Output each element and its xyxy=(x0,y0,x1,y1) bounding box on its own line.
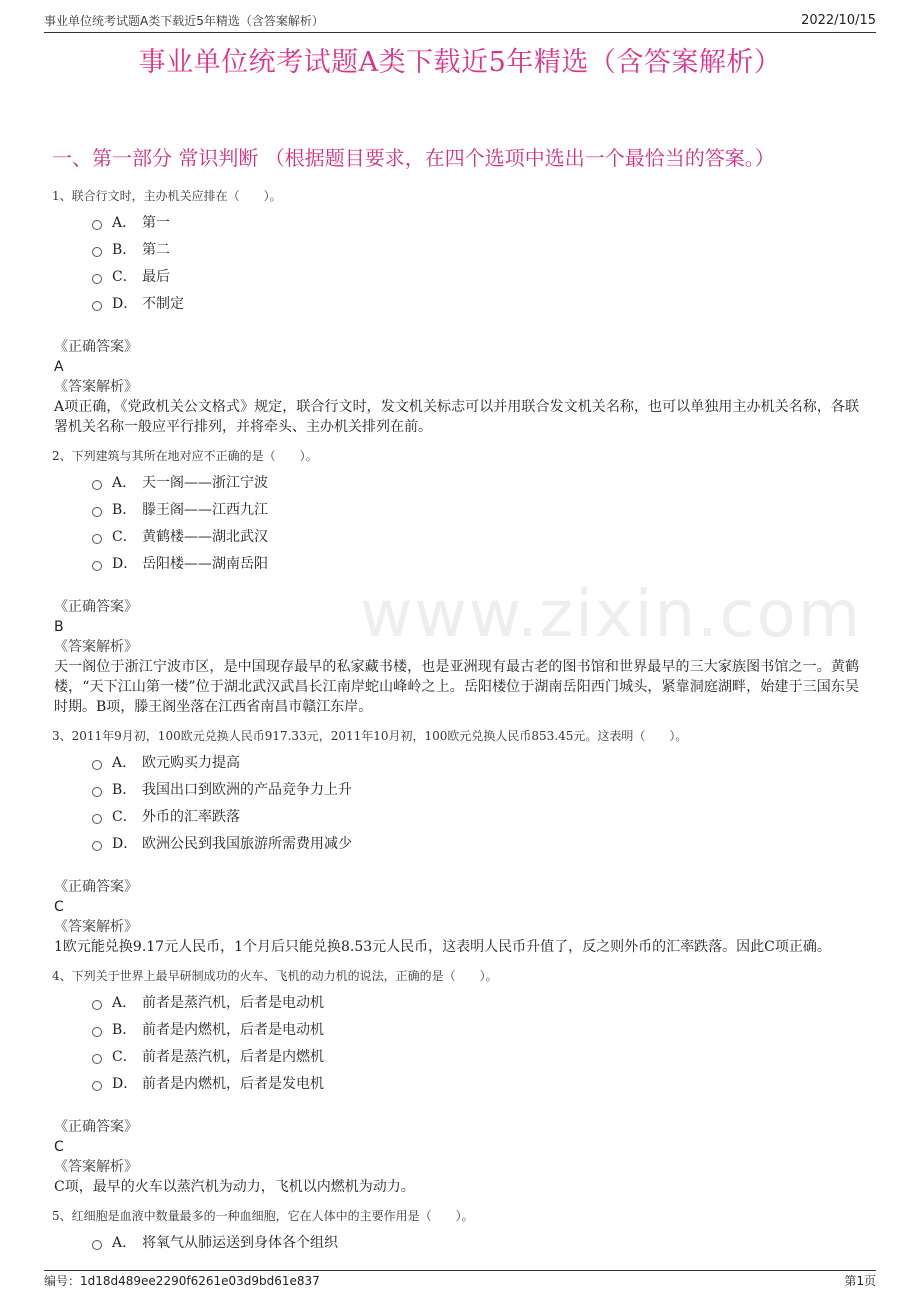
radio-button-icon[interactable] xyxy=(92,1240,102,1250)
radio-button-icon[interactable] xyxy=(92,1027,102,1037)
option-text: 前者是内燃机，后者是发电机 xyxy=(142,1075,324,1092)
option-text: 第一 xyxy=(142,214,170,231)
option-item[interactable] xyxy=(92,523,920,550)
question-3 xyxy=(0,725,920,965)
option-item[interactable] xyxy=(92,236,920,263)
header-doc-title: 事业单位统考试题A类下载近5年精选（含答案解析） xyxy=(44,14,324,28)
radio-button-icon[interactable] xyxy=(92,534,102,544)
radio-button-icon[interactable] xyxy=(92,1000,102,1010)
answer-label: 《正确答案》 xyxy=(54,339,138,355)
option-text: 最后 xyxy=(142,268,170,285)
section-heading: 一、第一部分 常识判断 （根据题目要求，在四个选项中选出一个最恰当的答案。） xyxy=(52,146,775,170)
option-text: 外币的汇率跌落 xyxy=(142,808,240,825)
radio-button-icon[interactable] xyxy=(92,841,102,851)
option-text: 滕王阁——江西九江 xyxy=(142,501,268,518)
question-text: 3、2011年9月初，100欧元兑换人民币917.33元，2011年10月初，100欧元兑换人民币853.45元。这表明（ ）。 xyxy=(52,729,688,743)
answer-label: 《正确答案》 xyxy=(54,1119,138,1135)
option-text: 将氧气从肺运送到身体各个组织 xyxy=(142,1234,338,1251)
document-code: 编号：1d18d489ee2290f6261e03d9bd61e837 xyxy=(44,1274,320,1288)
option-letter: D． xyxy=(112,295,138,312)
radio-button-icon[interactable] xyxy=(92,220,102,230)
analysis-label: 《答案解析》 xyxy=(54,919,138,935)
header-date: 2022/10/15 xyxy=(801,13,876,28)
option-letter: A． xyxy=(112,474,137,491)
radio-button-icon[interactable] xyxy=(92,814,102,824)
option-list xyxy=(0,1229,920,1256)
option-letter: B． xyxy=(112,781,137,798)
radio-button-icon[interactable] xyxy=(92,301,102,311)
option-item[interactable] xyxy=(92,290,920,317)
page-header xyxy=(44,12,876,33)
answer-block xyxy=(54,877,859,957)
analysis-text: C项，最早的火车以蒸汽机为动力，飞机以内燃机为动力。 xyxy=(54,1179,415,1195)
option-letter: C． xyxy=(112,268,137,285)
radio-button-icon[interactable] xyxy=(92,561,102,571)
analysis-label: 《答案解析》 xyxy=(54,379,138,395)
option-letter: D． xyxy=(112,555,138,572)
radio-button-icon[interactable] xyxy=(92,507,102,517)
option-letter: A． xyxy=(112,214,137,231)
question-5 xyxy=(0,1205,920,1264)
option-letter: B． xyxy=(112,501,137,518)
answer-label: 《正确答案》 xyxy=(54,599,138,615)
analysis-text: 天一阁位于浙江宁波市区，是中国现存最早的私家藏书楼，也是亚洲现有最古老的图书馆和世界最早的三大家族图书馆之一。黄鹤楼，“天下江山第一楼”位于湖北武汉武昌长江南岸蛇山峰岭之上。岳阳楼位于湖南岳阳西门城头，紧靠洞庭湖畔，始建于三国东吴时期。B项，滕王阁坐落在江西省南昌市赣江东岸。 xyxy=(54,659,859,715)
option-text: 天一阁——浙江宁波 xyxy=(142,474,268,491)
radio-button-icon[interactable] xyxy=(92,1081,102,1091)
radio-button-icon[interactable] xyxy=(92,247,102,257)
option-item[interactable] xyxy=(92,776,920,803)
option-list xyxy=(0,749,920,857)
option-letter: A． xyxy=(112,1234,137,1251)
question-4 xyxy=(0,965,920,1205)
option-list xyxy=(0,989,920,1097)
option-text: 欧洲公民到我国旅游所需费用减少 xyxy=(142,835,352,852)
option-item[interactable] xyxy=(92,1070,920,1097)
question-text: 2、下列建筑与其所在地对应不正确的是（ ）。 xyxy=(52,449,318,463)
option-item[interactable] xyxy=(92,749,920,776)
option-item[interactable] xyxy=(92,803,920,830)
option-text: 前者是蒸汽机，后者是电动机 xyxy=(142,994,324,1011)
analysis-label: 《答案解析》 xyxy=(54,639,138,655)
radio-button-icon[interactable] xyxy=(92,274,102,284)
option-letter: D． xyxy=(112,835,138,852)
option-letter: C． xyxy=(112,1048,137,1065)
analysis-text: 1欧元能兑换9.17元人民币，1个月后只能兑换8.53元人民币，这表明人民币升值了，反之则外币的汇率跌落。因此C项正确。 xyxy=(54,939,831,955)
question-1 xyxy=(0,185,920,445)
option-item[interactable] xyxy=(92,1016,920,1043)
option-item[interactable] xyxy=(92,1043,920,1070)
option-text: 欧元购买力提高 xyxy=(142,754,240,771)
option-letter: C． xyxy=(112,808,137,825)
radio-button-icon[interactable] xyxy=(92,760,102,770)
answer-label: 《正确答案》 xyxy=(54,879,138,895)
radio-button-icon[interactable] xyxy=(92,480,102,490)
option-list xyxy=(0,469,920,577)
answer-block xyxy=(54,337,859,437)
document-title: 事业单位统考试题A类下载近5年精选（含答案解析） xyxy=(138,47,782,78)
option-text: 第二 xyxy=(142,241,170,258)
question-list xyxy=(0,185,920,1264)
question-text: 1、联合行文时，主办机关应排在（ ）。 xyxy=(52,189,282,203)
radio-button-icon[interactable] xyxy=(92,1054,102,1064)
option-item[interactable] xyxy=(92,989,920,1016)
option-item[interactable] xyxy=(92,469,920,496)
option-text: 黄鹤楼——湖北武汉 xyxy=(142,528,268,545)
option-letter: D． xyxy=(112,1075,138,1092)
answer-value: C xyxy=(54,899,64,915)
option-text: 前者是蒸汽机，后者是内燃机 xyxy=(142,1048,324,1065)
analysis-text: A项正确，《党政机关公文格式》规定，联合行文时，发文机关标志可以并用联合发文机关名称，也可以单独用主办机关名称，各联署机关名称一般应平行排列，并将牵头、主办机关排列在前。 xyxy=(54,399,859,435)
question-text: 4、下列关于世界上最早研制成功的火车、飞机的动力机的说法，正确的是（ ）。 xyxy=(52,969,498,983)
option-text: 前者是内燃机，后者是电动机 xyxy=(142,1021,324,1038)
analysis-label: 《答案解析》 xyxy=(54,1159,138,1175)
option-letter: A． xyxy=(112,754,137,771)
option-letter: B． xyxy=(112,241,137,258)
option-item[interactable] xyxy=(92,550,920,577)
answer-block xyxy=(54,597,859,717)
page-number: 第1页 xyxy=(844,1274,876,1288)
option-text: 岳阳楼——湖南岳阳 xyxy=(142,555,268,572)
option-item[interactable] xyxy=(92,496,920,523)
option-item[interactable] xyxy=(92,209,920,236)
answer-block xyxy=(54,1117,859,1197)
option-item[interactable] xyxy=(92,1229,920,1256)
option-text: 我国出口到欧洲的产品竞争力上升 xyxy=(142,781,352,798)
question-text: 5、红细胞是血液中数量最多的一种血细胞，它在人体中的主要作用是（ ）。 xyxy=(52,1209,474,1223)
option-letter: B． xyxy=(112,1021,137,1038)
option-item[interactable] xyxy=(92,830,920,857)
option-letter: A． xyxy=(112,994,137,1011)
option-item[interactable] xyxy=(92,263,920,290)
option-letter: C． xyxy=(112,528,137,545)
answer-value: C xyxy=(54,1139,64,1155)
radio-button-icon[interactable] xyxy=(92,787,102,797)
question-2 xyxy=(0,445,920,725)
option-text: 不制定 xyxy=(142,295,184,312)
answer-value: A xyxy=(54,359,64,375)
watermark: www.zixin.com xyxy=(360,578,863,652)
page-footer xyxy=(44,1270,876,1291)
answer-value: B xyxy=(54,619,64,635)
option-list xyxy=(0,209,920,317)
